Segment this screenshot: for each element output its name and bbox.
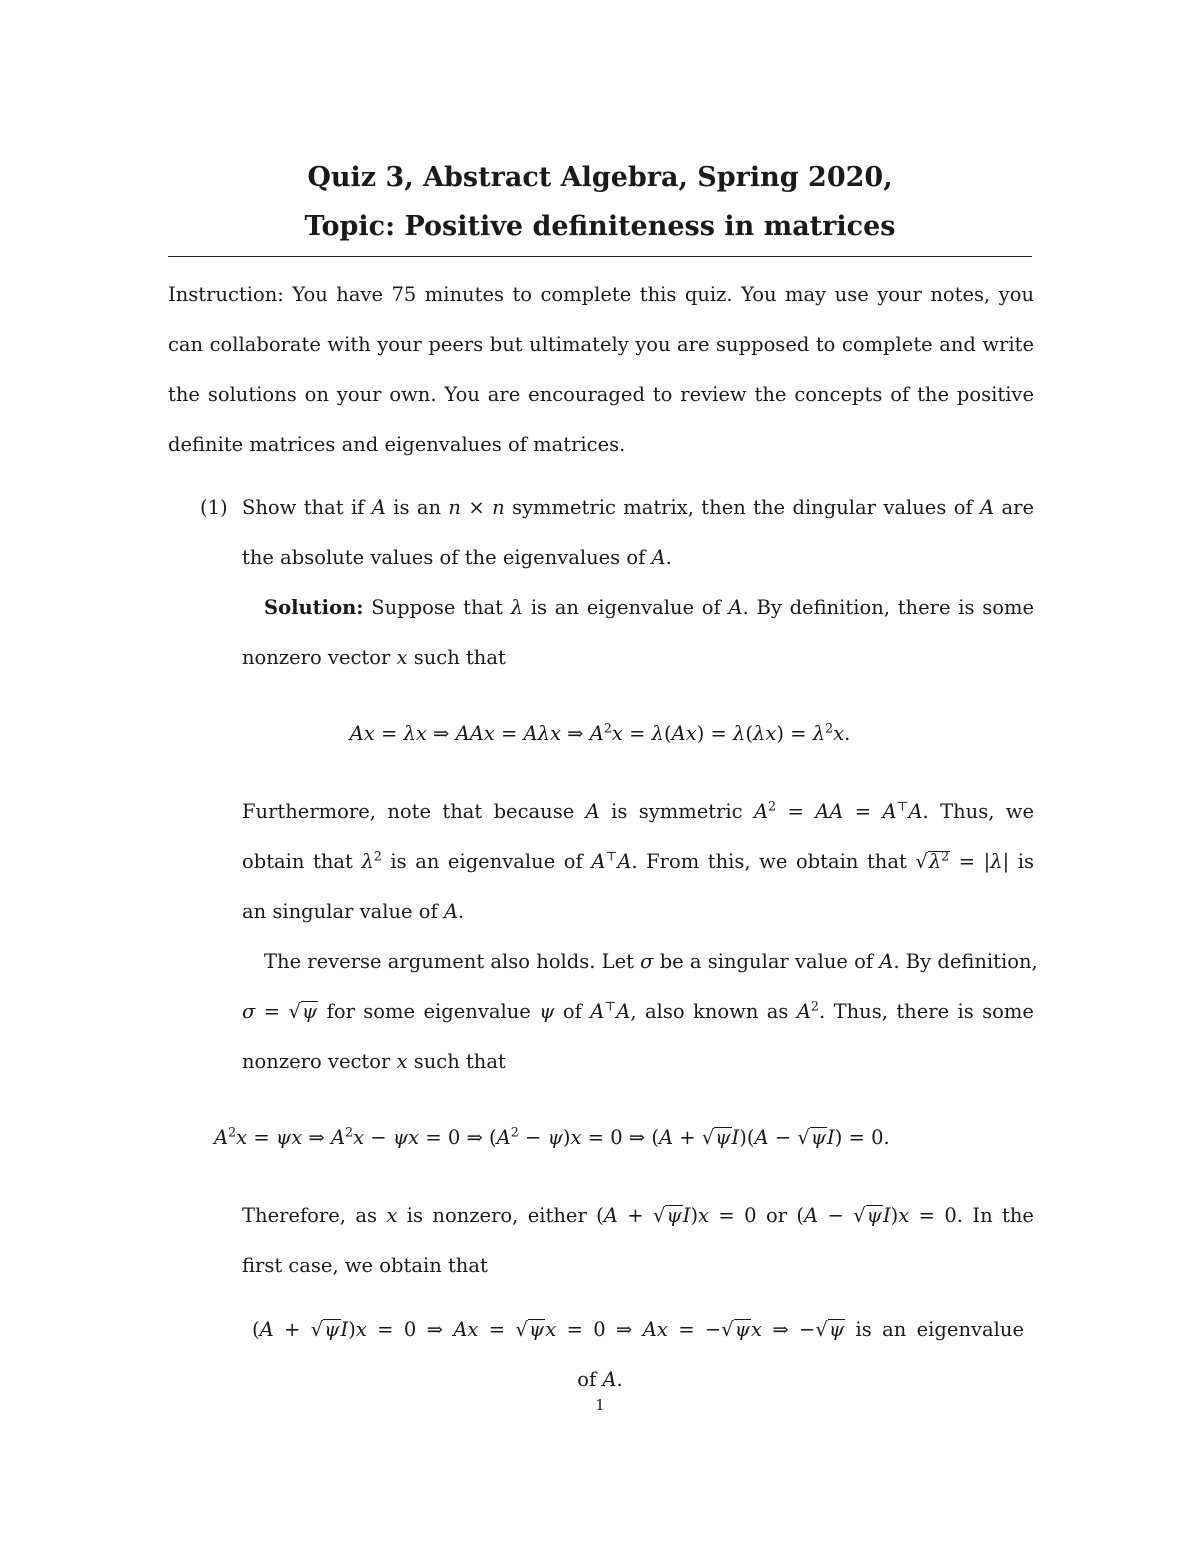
equation-3-continuation: of A. — [577, 1368, 623, 1391]
equation-3: (A + √ψI)x = 0 ⇒ Ax = √ψx = 0 ⇒ Ax = −√ψx ⇒ −√ψ is an eigenvalue — [252, 1318, 1024, 1341]
paragraph-3-line-2: σ = √ψ for some eigenvalue ψ of A⊤A, also known as $A^2$. Thus, there is some — [242, 998, 1034, 1023]
problem-statement-line-2: the absolute values of the eigenvalues of A. — [242, 546, 672, 569]
paragraph-4-line-1: Therefore, as x is nonzero, either (A + √ψI)x = 0 or (A − √ψI)x = 0. In the — [242, 1204, 1034, 1227]
title-line-1: Quiz 3, Abstract Algebra, Spring 2020, — [307, 162, 893, 193]
paragraph-2-line-2: obtain that $\lambda^2$ is an eigenvalue of A⊤A. From this, we obtain that $√\lambda^2 = |\lambda|$ is — [242, 848, 1034, 873]
equation-1: Ax = λx ⇒ AAx = Aλx ⇒ $A^2x = \lambda(Ax) = \lambda(\lambda x) = \lambda^2x$. — [349, 720, 851, 745]
page-number: 1 — [595, 1396, 605, 1414]
instruction-line-2: can collaborate with your peers but ultimately you are supposed to complete and write — [168, 333, 1034, 356]
title-line-2: Topic: Positive definiteness in matrices — [304, 211, 896, 242]
solution-label: Solution: — [264, 596, 364, 619]
paragraph-3-line-3: nonzero vector x such that — [242, 1050, 506, 1073]
instruction-line-4: definite matrices and eigenvalues of matrices. — [168, 433, 626, 456]
solution-line-2: nonzero vector x such that — [242, 646, 506, 669]
paragraph-2-line-3: an singular value of A. — [242, 900, 465, 923]
instruction-line-1: Instruction: You have 75 minutes to complete this quiz. You may use your notes, you — [168, 283, 1034, 306]
equation-2: $A^2x = \psi x$ ⇒ $A^2x - \psi x = 0$ ⇒ $(A^2 - \psi)x = 0$ ⇒ (A + √ψI)(A − √ψI) = 0. — [214, 1124, 890, 1149]
paragraph-3-line-1: The reverse argument also holds. Let σ be a singular value of A. By definition, — [264, 950, 1038, 973]
paragraph-4-line-2: first case, we obtain that — [242, 1254, 488, 1277]
solution-line-1: Solution: Suppose that λ is an eigenvalue of A. By definition, there is some — [264, 596, 1034, 619]
instruction-line-3: the solutions on your own. You are encouraged to review the concepts of the positive — [168, 383, 1034, 406]
title-rule — [168, 256, 1032, 257]
problem-statement-line-1: Show that if A is an n × n symmetric matrix, then the dingular values of A are — [242, 496, 1034, 519]
problem-number: (1) — [200, 496, 228, 519]
paragraph-2-line-1: Furthermore, note that because A is symmetric $A^2$ = AA = A⊤A. Thus, we — [242, 798, 1035, 823]
